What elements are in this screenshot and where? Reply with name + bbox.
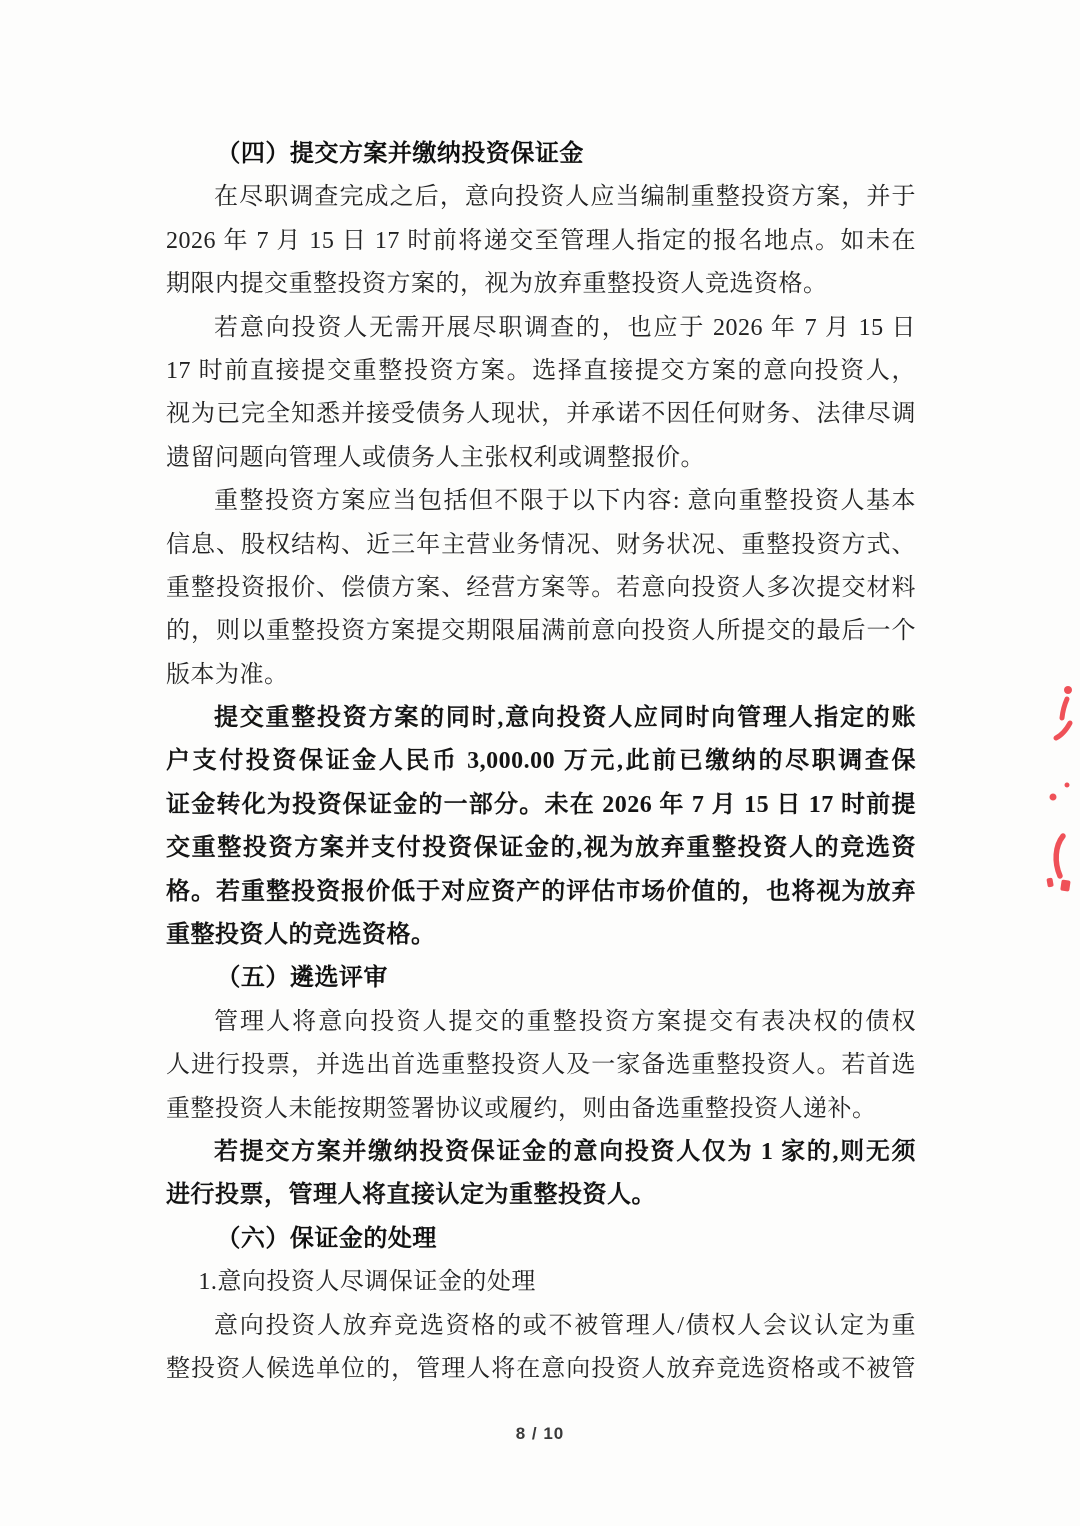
paragraph-line: 版本为准。: [166, 661, 289, 688]
paragraph-line: 信息、股权结构、近三年主营业务情况、财务状况、重整投资方式、: [166, 531, 916, 558]
section-heading-v: （五）遴选评审: [216, 965, 388, 992]
paragraph-line: 期限内提交重整投资方案的，视为放弃重整投资人竞选资格。: [166, 271, 828, 298]
paragraph-line: 管理人将意向投资人提交的重整投资方案提交有表决权的债权: [214, 1008, 916, 1035]
paragraph-line: 进行投票，管理人将直接认定为重整投资人。: [166, 1182, 656, 1209]
paragraph-line: 的，则以重整投资方案提交期限届满前意向投资人所提交的最后一个: [166, 618, 916, 645]
paragraph-line: 重整投资报价、偿债方案、经营方案等。若意向投资人多次提交材料: [166, 574, 916, 601]
red-seal-fragment-icon: [1044, 678, 1080, 908]
document-body: [166, 133, 916, 1391]
paragraph-line: 户支付投资保证金人民币 3,000.00 万元,此前已缴纳的尽职调查保: [166, 748, 916, 775]
paragraph-line: 人进行投票，并选出首选重整投资人及一家备选重整投资人。若首选: [166, 1052, 916, 1079]
paragraph-line: 若提交方案并缴纳投资保证金的意向投资人仅为 1 家的,则无须: [214, 1138, 916, 1165]
paragraph-line: 格。若重整投资报价低于对应资产的评估市场价值的，也将视为放弃: [166, 878, 916, 905]
paragraph-line: 在尽职调查完成之后，意向投资人应当编制重整投资方案，并于: [214, 184, 916, 211]
paragraph-line: 重整投资人未能按期签署协议或履约，则由备选重整投资人递补。: [166, 1095, 877, 1122]
sub-item-heading: 1.意向投资人尽调保证金的处理: [198, 1269, 536, 1296]
paragraph-line: 意向投资人放弃竞选资格的或不被管理人/债权人会议认定为重: [214, 1312, 916, 1339]
paragraph-line: 证金转化为投资保证金的一部分。未在 2026 年 7 月 15 日 17 时前提: [166, 791, 916, 818]
paragraph-line: 整投资人候选单位的，管理人将在意向投资人放弃竞选资格或不被管: [166, 1355, 916, 1382]
paragraph-line: 重整投资人的竞选资格。: [166, 922, 436, 949]
paragraph-line: 视为已完全知悉并接受债务人现状，并承诺不因任何财务、法律尽调: [166, 401, 916, 428]
paragraph-line: 2026 年 7 月 15 日 17 时前将递交至管理人指定的报名地点。如未在: [166, 227, 916, 254]
page-number: 8 / 10: [515, 1424, 565, 1443]
paragraph-line: 17 时前直接提交重整投资方案。选择直接提交方案的意向投资人，: [166, 357, 916, 384]
paragraph-line: 提交重整投资方案的同时,意向投资人应同时向管理人指定的账: [214, 705, 916, 732]
section-heading-iv: （四）提交方案并缴纳投资保证金: [216, 141, 584, 167]
paragraph-line: 重整投资方案应当包括但不限于以下内容: 意向重整投资人基本: [214, 488, 916, 515]
paragraph-line: 若意向投资人无需开展尽职调查的，也应于 2026 年 7 月 15 日: [214, 314, 916, 341]
paragraph-line: 遗留问题向管理人或债务人主张权利或调整报价。: [166, 444, 705, 471]
section-heading-vi: （六）保证金的处理: [216, 1225, 437, 1252]
paragraph-line: 交重整投资方案并支付投资保证金的,视为放弃重整投资人的竞选资: [166, 835, 916, 862]
